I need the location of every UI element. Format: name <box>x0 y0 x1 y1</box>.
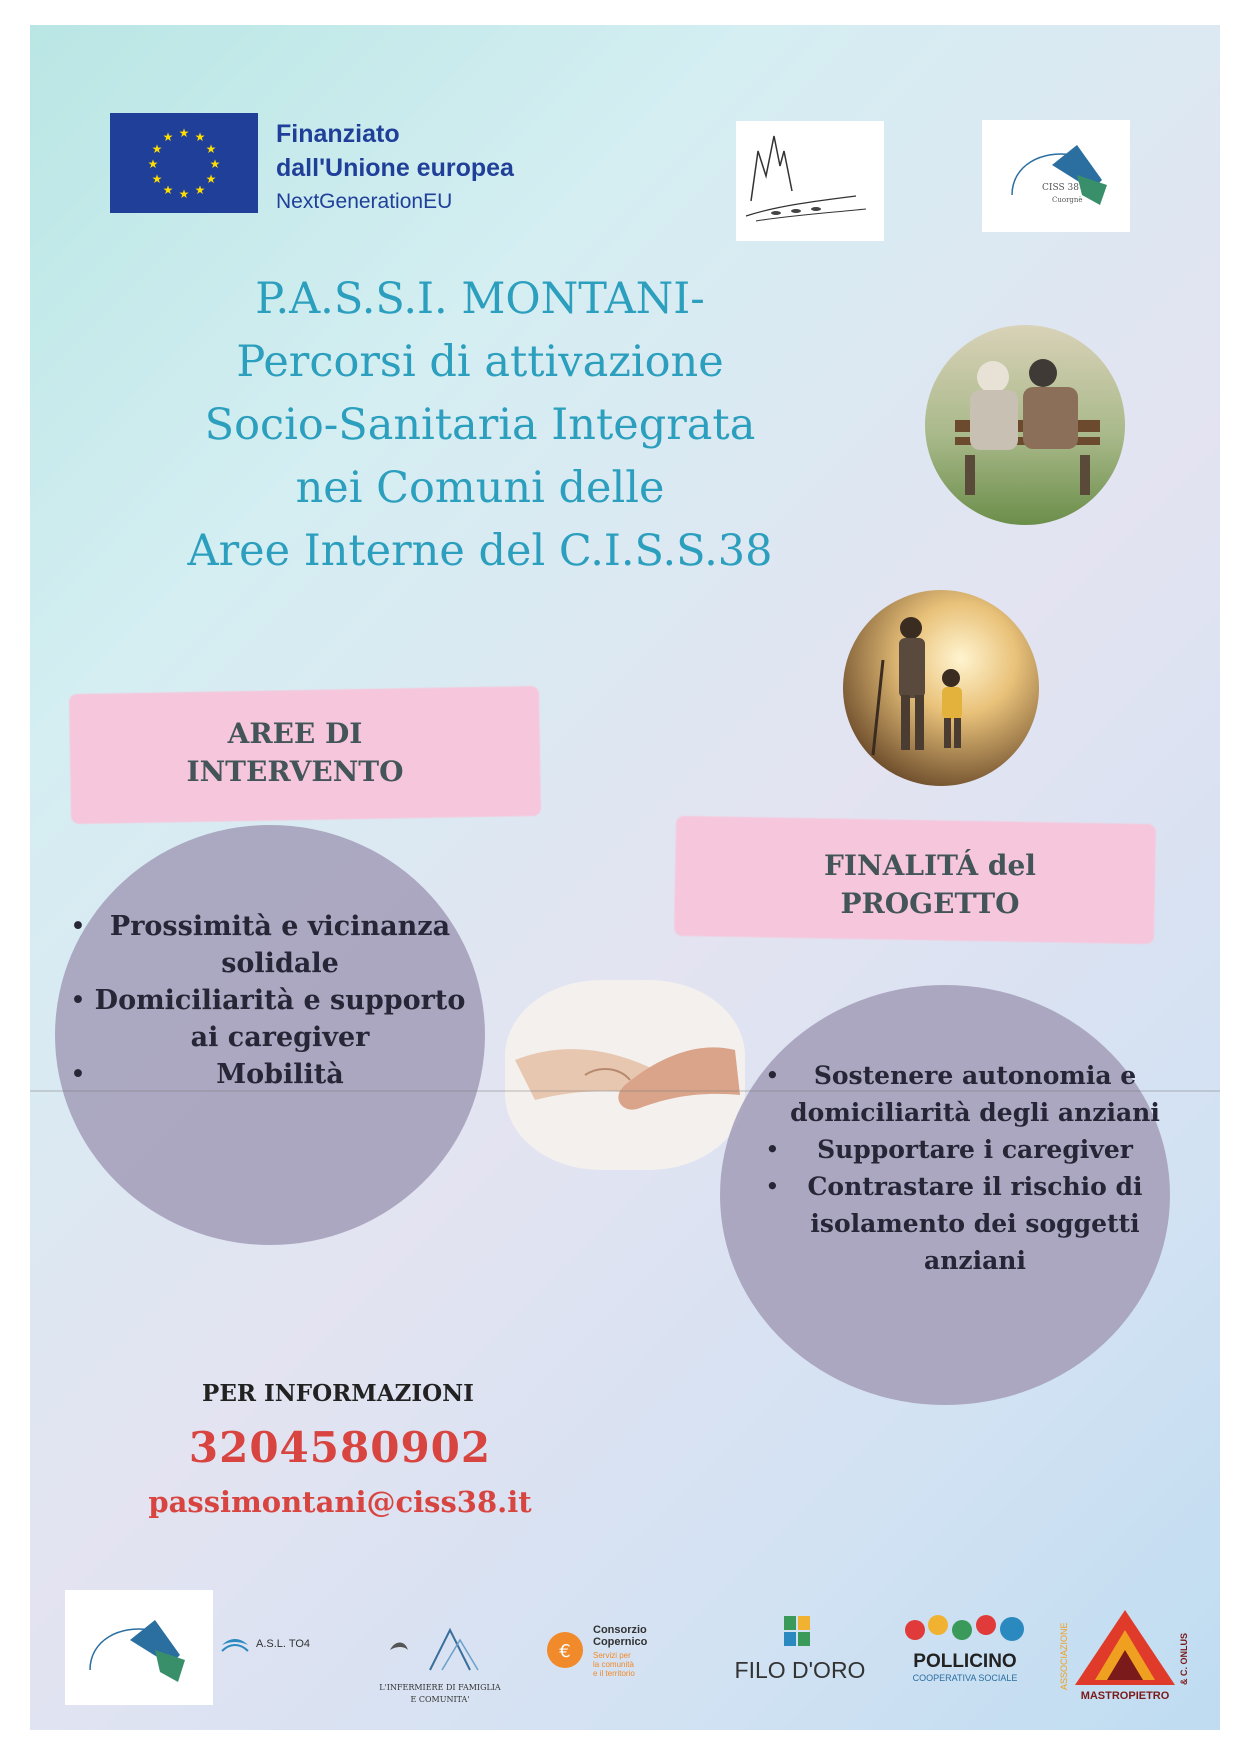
aree-item-3-text: Mobilità <box>216 1059 344 1090</box>
filodoro-label: FILO D'ORO <box>734 1657 866 1683</box>
finalita-item-2-text: Supportare i caregiver <box>817 1135 1133 1164</box>
mastro-vertical-2: & C. ONLUS <box>1179 1632 1189 1685</box>
bullet-icon: • <box>70 985 86 1016</box>
bullet-icon: • <box>765 1135 780 1164</box>
flyer-page <box>30 25 1220 1730</box>
footer-copernico-logo <box>545 1615 695 1685</box>
copernico-label-5: e il territorio <box>593 1669 635 1678</box>
ciss38-logo <box>982 120 1130 232</box>
mountain-sketch-logo <box>736 121 884 241</box>
footer-filodoro-logo <box>720 1610 880 1700</box>
phone-number[interactable]: 3204580902 <box>188 1423 492 1472</box>
infermiere-label-1: L'INFERMIERE DI FAMIGLIA <box>379 1683 501 1692</box>
title-line-5: Aree Interne del C.I.S.S.38 <box>187 526 773 576</box>
svg-text:€: € <box>559 1641 571 1662</box>
asl-label: A.S.L. TO4 <box>256 1638 311 1650</box>
pollicino-label: POLLICINO <box>913 1651 1017 1672</box>
elder-child-walking-photo <box>843 590 1039 786</box>
svg-text:★: ★ <box>178 126 190 140</box>
aree-heading-line-1: AREE DI <box>227 717 363 750</box>
aree-item-1 <box>70 908 480 982</box>
footer-ciss38-logo <box>65 1590 213 1705</box>
title-line-1: P.A.S.S.I. MONTANI- <box>255 274 705 324</box>
ciss-logo-subtext: Cuorgnè <box>1052 196 1083 204</box>
finalita-heading <box>750 847 1110 923</box>
finalita-item-3 <box>765 1168 1175 1279</box>
eu-line-2: dall'Unione europea <box>276 154 514 182</box>
mastro-label: MASTROPIETRO <box>1080 1690 1170 1702</box>
finalita-item-1 <box>765 1057 1175 1131</box>
svg-text:★: ★ <box>147 157 159 171</box>
svg-text:★: ★ <box>205 172 217 186</box>
aree-heading <box>120 715 470 791</box>
bullet-icon: • <box>765 1061 780 1090</box>
copernico-label-3: Servizi per <box>593 1651 631 1660</box>
svg-text:★: ★ <box>151 172 163 186</box>
bullet-icon: • <box>70 1059 86 1090</box>
finalita-heading-line-2: PROGETTO <box>840 887 1020 920</box>
svg-text:★: ★ <box>151 142 163 156</box>
copernico-label-1: Consorzio <box>593 1624 647 1636</box>
info-label: PER INFORMAZIONI <box>202 1380 474 1407</box>
aree-list <box>70 908 480 1093</box>
ciss-logo-text: CISS 38 <box>1042 183 1079 193</box>
copernico-label-2: Copernico <box>593 1636 648 1648</box>
svg-text:★: ★ <box>162 183 174 197</box>
svg-text:★: ★ <box>205 142 217 156</box>
aree-item-1-text: Prossimità e vicinanza solidale <box>109 911 451 979</box>
aree-item-3 <box>70 1056 480 1093</box>
svg-text:★: ★ <box>194 183 206 197</box>
svg-text:★: ★ <box>209 157 221 171</box>
infermiere-label-2: E COMUNITA' <box>410 1695 470 1704</box>
eu-line-3: NextGenerationEU <box>276 190 453 213</box>
title-line-3: Socio-Sanitaria Integrata <box>204 400 756 450</box>
pollicino-sublabel: COOPERATIVA SOCIALE <box>912 1673 1018 1683</box>
finalita-item-2 <box>765 1131 1175 1168</box>
svg-text:★: ★ <box>194 130 206 144</box>
footer-pollicino-logo <box>890 1605 1040 1695</box>
eu-flag-icon <box>110 113 258 213</box>
finalita-heading-line-1: FINALITÁ del <box>824 849 1036 882</box>
bullet-icon: • <box>765 1172 780 1201</box>
scan-fold-line <box>30 1090 1220 1092</box>
email-address[interactable]: passimontani@ciss38.it <box>148 1485 532 1519</box>
aree-item-2 <box>70 982 480 1056</box>
title-line-4: nei Comuni delle <box>295 463 665 513</box>
finalita-item-3-text: Contrastare il rischio di isolamento dei soggetti anziani <box>807 1172 1143 1275</box>
holding-hands-photo <box>505 980 745 1170</box>
title-line-2: Percorsi di attivazione <box>236 337 724 387</box>
eu-funding-text <box>276 117 514 219</box>
footer-mastropietro-logo <box>1055 1595 1195 1705</box>
eu-line-1: Finanziato <box>276 120 400 148</box>
aree-item-2-text: Domiciliarità e supporto ai caregiver <box>94 985 466 1053</box>
svg-text:★: ★ <box>178 187 190 201</box>
footer-infermiere-logo <box>360 1610 520 1710</box>
elderly-couple-bench-photo <box>925 325 1125 525</box>
aree-heading-line-2: INTERVENTO <box>186 755 404 788</box>
footer-asl-logo <box>218 1625 348 1665</box>
copernico-label-4: la comunità <box>593 1660 634 1669</box>
mastro-vertical-1: ASSOCIAZIONE <box>1059 1622 1069 1690</box>
page-title <box>100 268 860 583</box>
svg-text:★: ★ <box>162 130 174 144</box>
finalita-item-1-text: Sostenere autonomia e domiciliarità degli anziani <box>790 1061 1160 1127</box>
bullet-icon: • <box>70 911 86 942</box>
